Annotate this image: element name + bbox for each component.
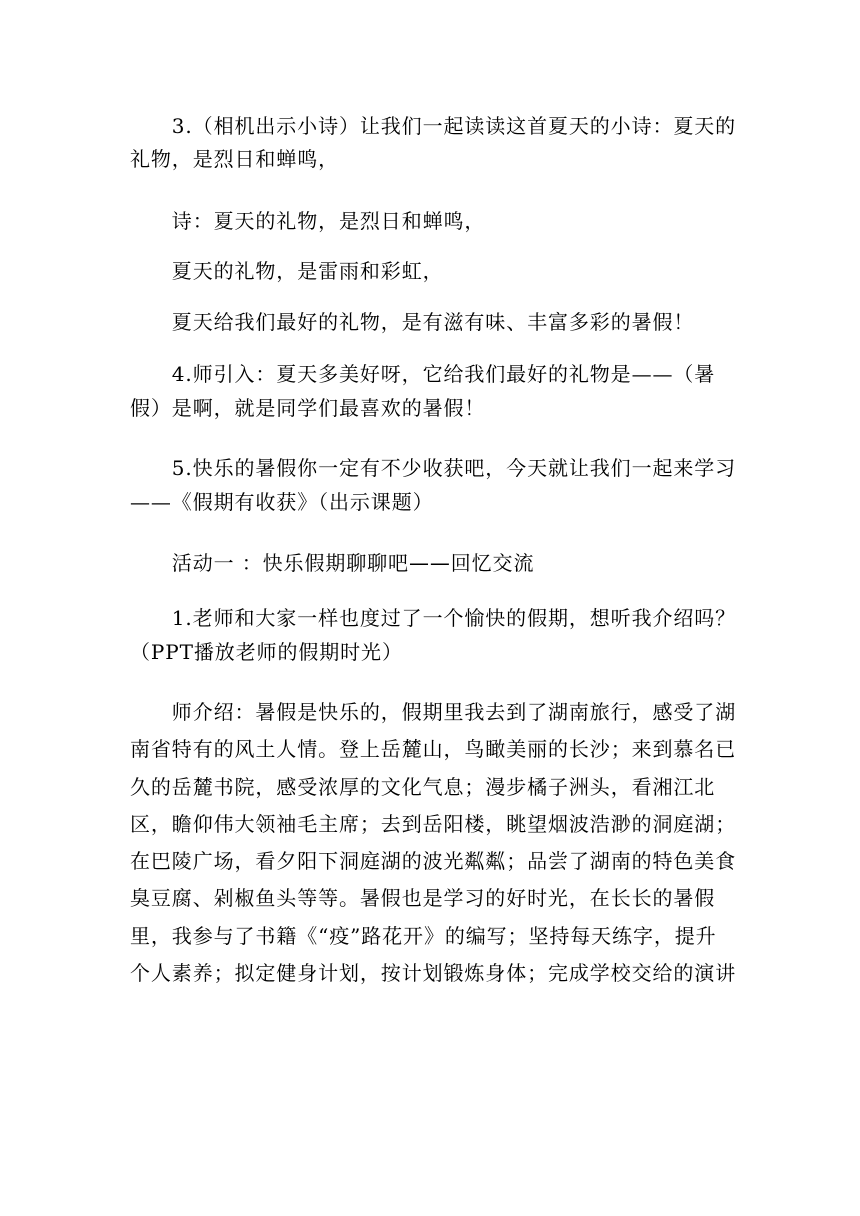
activity-heading <box>130 547 730 580</box>
teacher-intro-paragraph <box>130 694 737 992</box>
poem-line-3 <box>130 306 730 339</box>
text-line: 师介绍：暑假是快乐的，假期里我去到了湖南旅行，感受了湖 <box>130 700 737 724</box>
text-line: 在巴陵广场，看夕阳下洞庭湖的波光粼粼；品尝了湖南的特色美食 <box>130 849 737 874</box>
text-line: 夏天的礼物，是雷雨和彩虹， <box>130 259 444 283</box>
text-line: 礼物，是烈日和蝉鸣， <box>130 147 339 171</box>
text-line: 区，瞻仰伟大领袖毛主席；去到岳阳楼，眺望烟波浩渺的洞庭湖； <box>130 811 737 836</box>
text-line: 里，我参与了书籍《“疫”路花开》的编写；坚持每天练字，提升 <box>130 923 717 948</box>
text-line: 南省特有的风土人情。登上岳麓山，鸟瞰美丽的长沙；来到慕名已 <box>130 737 737 762</box>
text-line: 活动一 ：快乐假期聊聊吧——回忆交流 <box>130 551 535 575</box>
text-line: ——《假期有收获》（出示课题） <box>130 490 434 514</box>
paragraph-question-1 <box>130 601 737 669</box>
text-line: 1.老师和大家一样也度过了一个愉快的假期，想听我介绍吗？ <box>130 606 737 630</box>
text-line: 假）是啊，就是同学们最喜欢的暑假！ <box>130 396 486 420</box>
text-line: 5.快乐的暑假你一定有不少收获吧，今天就让我们一起来学习 <box>130 456 737 480</box>
paragraph-step-4 <box>130 357 730 425</box>
text-line: 4.师引入：夏天多美好呀，它给我们最好的礼物是——（暑 <box>130 362 716 386</box>
text-line: 个人素养；拟定健身计划，按计划锻炼身体；完成学校交给的演讲 <box>130 961 737 986</box>
text-line: 3.（相机出示小诗）让我们一起读读这首夏天的小诗：夏天的 <box>130 114 737 138</box>
poem-line-2 <box>130 255 730 288</box>
text-line: （PPT播放老师的假期时光） <box>130 640 403 664</box>
paragraph-step-5 <box>130 451 737 519</box>
text-line: 臭豆腐、剁椒鱼头等等。暑假也是学习的好时光，在长长的暑假 <box>130 886 716 911</box>
poem-line-1 <box>130 205 730 238</box>
text-line: 久的岳麓书院，感受浓厚的文化气息；漫步橘子洲头，看湘江北 <box>130 774 716 799</box>
text-line: 诗：夏天的礼物，是烈日和蝉鸣， <box>130 209 486 233</box>
text-line: 夏天给我们最好的礼物，是有滋有味、丰富多彩的暑假！ <box>130 310 695 334</box>
paragraph-step-3 <box>130 110 737 176</box>
